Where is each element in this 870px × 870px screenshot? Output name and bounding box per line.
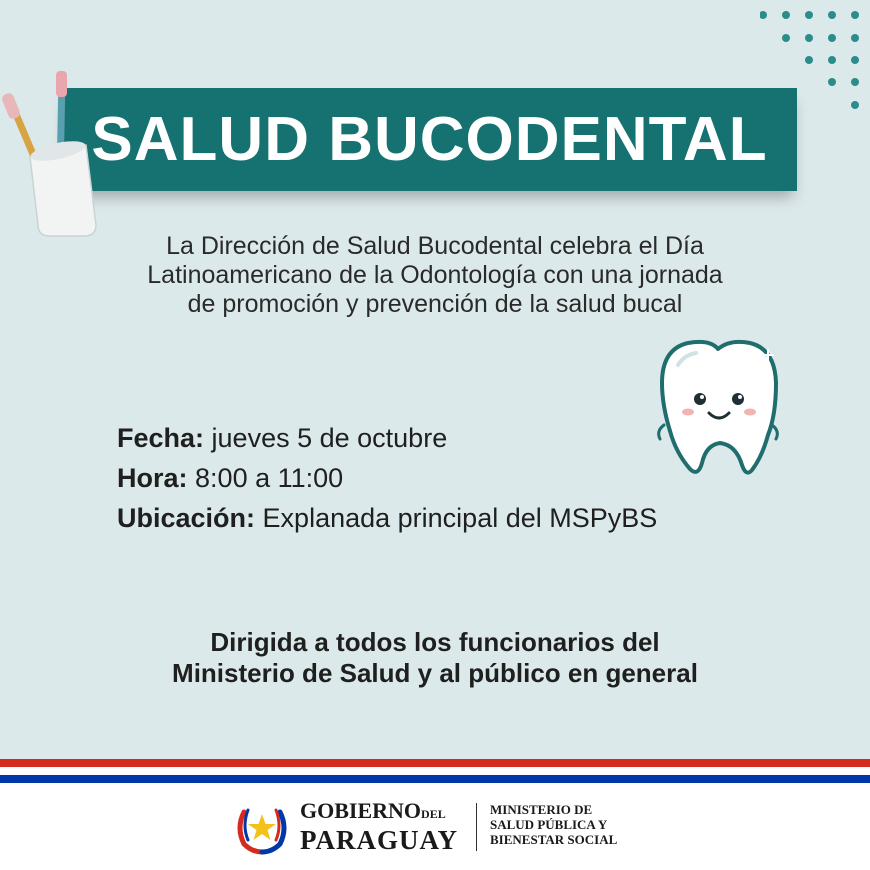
flag-red-stripe <box>0 759 870 767</box>
ubicacion-row <box>117 498 717 538</box>
intro-line: de promoción y prevención de la salud bucal <box>187 290 683 318</box>
ministry-name <box>490 802 617 847</box>
hora-value: 8:00 a 11:00 <box>195 463 344 493</box>
ubicacion-label: Ubicación: <box>117 503 256 533</box>
audience-line: Dirigida a todos los funcionarios del <box>210 627 660 657</box>
flag-white-stripe <box>0 767 870 775</box>
ministry-line: MINISTERIO DE <box>490 802 593 817</box>
title-banner <box>62 88 797 191</box>
fecha-label: Fecha: <box>117 423 205 453</box>
toothbrush-cup-icon <box>0 65 110 240</box>
ministry-line: SALUD PÚBLICA Y <box>490 817 608 832</box>
footer <box>0 783 870 870</box>
gobierno-line <box>300 799 458 826</box>
footer-divider <box>476 803 477 851</box>
gobierno-word: GOBIERNO <box>300 798 422 823</box>
ministry-line: BIENESTAR SOCIAL <box>490 832 618 847</box>
fecha-row <box>117 418 717 458</box>
hora-row <box>117 458 717 498</box>
hora-label: Hora: <box>117 463 188 493</box>
intro-line: La Dirección de Salud Bucodental celebra el Día <box>166 232 704 260</box>
intro-text <box>40 232 830 319</box>
del-word: DEL <box>421 807 446 821</box>
intro-line: Latinoamericano de la Odontología con una jornada <box>147 261 723 289</box>
event-details <box>117 418 717 538</box>
fecha-value: jueves 5 de octubre <box>211 423 448 453</box>
gobierno-wordmark <box>300 799 458 854</box>
audience-line: Ministerio de Salud y al público en general <box>172 658 698 688</box>
paraguay-seal-icon <box>234 800 290 856</box>
audience-text <box>40 627 830 689</box>
flag-blue-stripe <box>0 775 870 783</box>
paraguay-word: PARAGUAY <box>300 825 459 855</box>
ubicacion-value: Explanada principal del MSPyBS <box>262 503 658 533</box>
page-title: SALUD BUCODENTAL <box>91 105 768 174</box>
flag-stripes <box>0 759 870 783</box>
